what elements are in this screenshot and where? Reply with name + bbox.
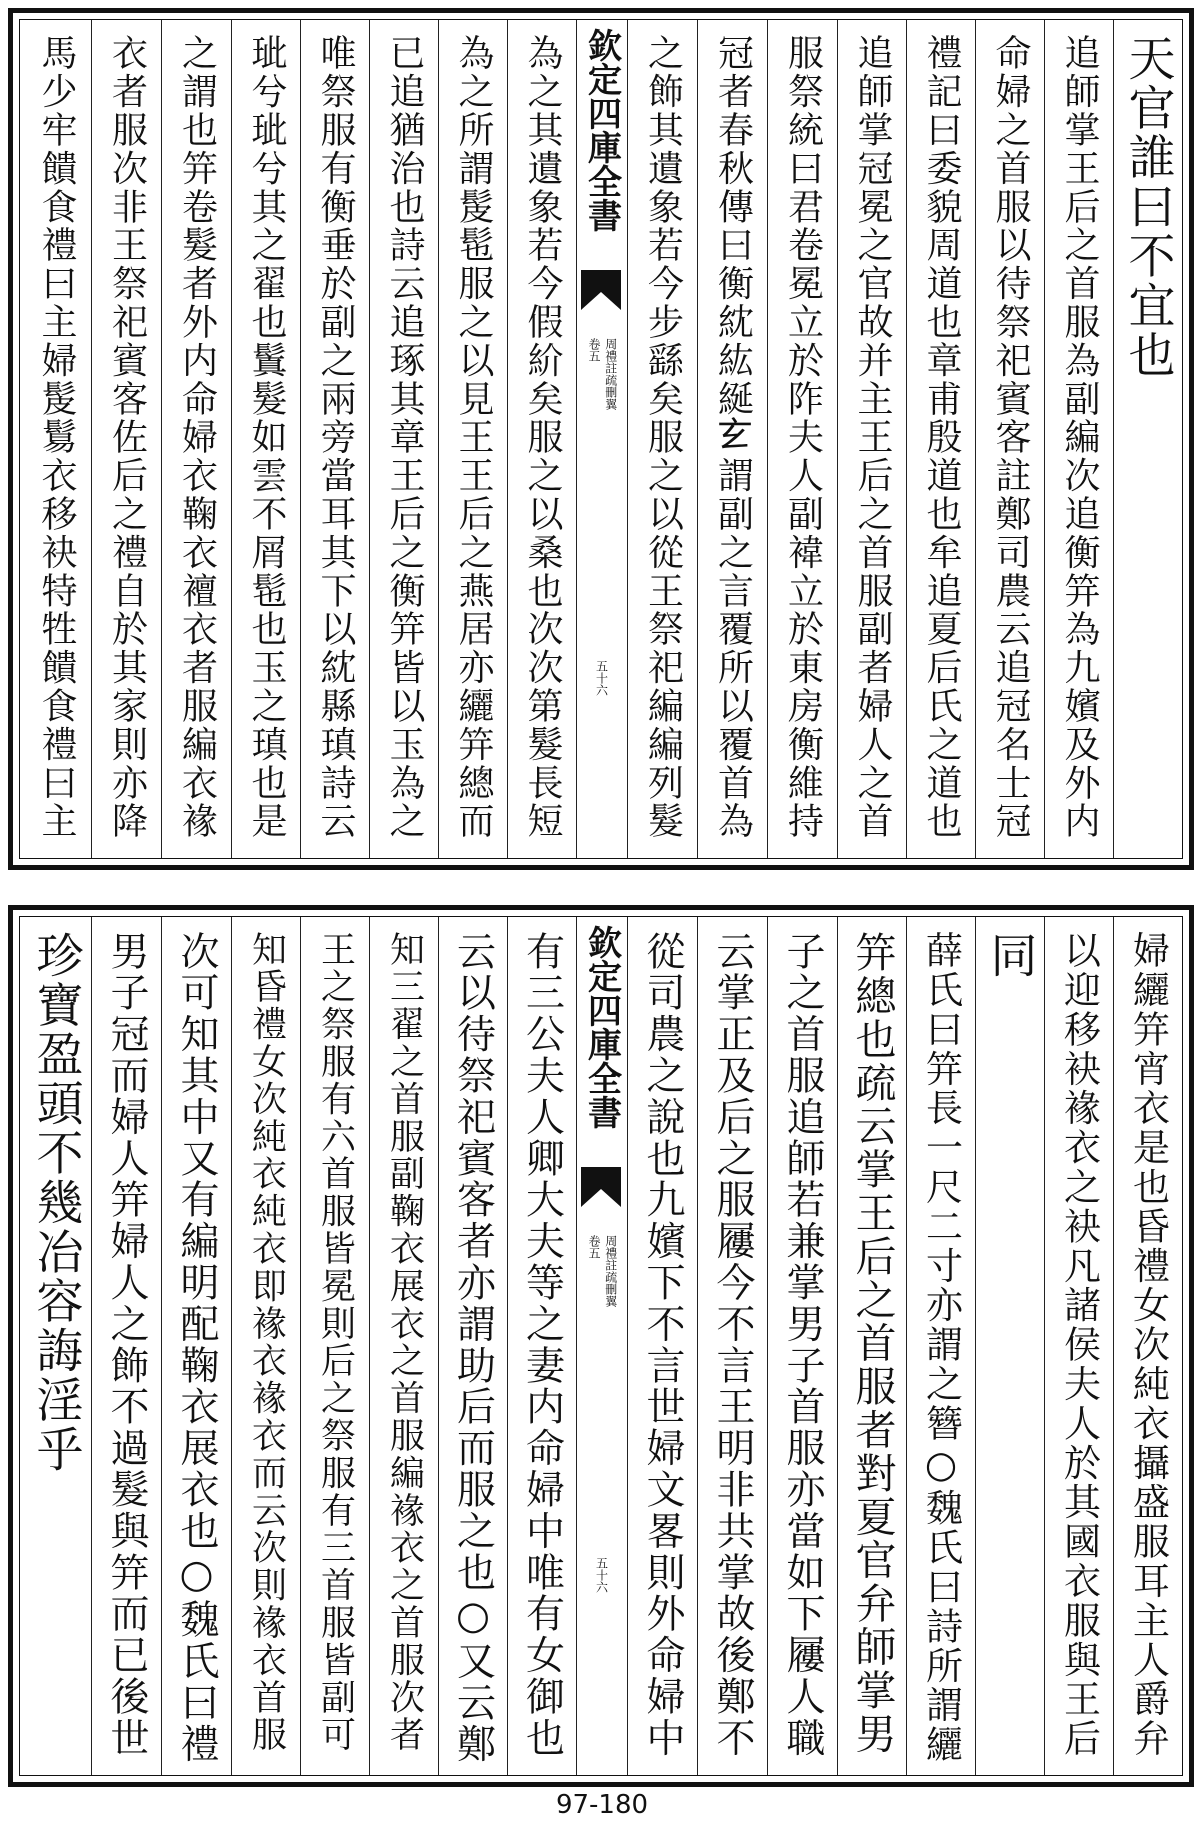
column-text: 知三翟之首服副鞠衣展衣之首服編褖衣之首服次者 (384, 931, 425, 1754)
column-text: 從司農之說也九嬪下不言世婦文畧則外命婦中 (640, 931, 685, 1759)
text-column (231, 917, 300, 1775)
text-column (906, 917, 975, 1775)
gutter-subtitle (585, 1235, 619, 1307)
fishtail-mark-icon (581, 270, 621, 310)
upper-page-frame (19, 19, 1183, 859)
gutter-title: 欽定四庫全書 (581, 925, 622, 1129)
text-column (837, 917, 906, 1775)
column-text: 薛氏曰笄長一尺二寸亦謂之簪○魏氏曰詩所謂纚 (919, 931, 963, 1765)
lower-page-frame (19, 916, 1183, 1776)
text-column (627, 20, 697, 858)
gutter-title: 欽定四庫全書 (581, 28, 622, 232)
column-text: 以迎移袂褖衣之袂凡諸侯夫人於其國衣服與王后 (1057, 931, 1101, 1759)
column-text: 子之首服追師若兼掌男子首服亦當如下屨人職 (780, 931, 825, 1759)
lower-page (8, 905, 1194, 1787)
column-text: 之飾其遺象若今步繇矣服之以從王祭祀編編列髮 (642, 34, 684, 841)
column-text: 已追猶治也詩云追琢其章王后之衡笄皆以玉為之 (384, 34, 425, 841)
column-text: 笄總也疏云掌王后之首服者對夏官弁師掌男 (848, 931, 897, 1756)
text-column (21, 20, 91, 858)
center-fold-gutter (576, 20, 627, 858)
text-column (1113, 20, 1182, 858)
text-column (906, 20, 975, 858)
text-column (300, 20, 369, 858)
text-column (1113, 917, 1182, 1775)
fishtail-mark-icon (581, 1167, 621, 1207)
column-text: 婦纚笄宵衣是也昏禮女次純衣攝盛服耳主人爵弁 (1126, 931, 1170, 1759)
upper-page-columns (20, 20, 1182, 858)
text-column (767, 917, 837, 1775)
text-column (438, 20, 507, 858)
column-text: 之謂也笄卷髮者外内命婦衣鞠衣襢衣者服編衣褖 (176, 34, 218, 841)
gutter-book-title: 周禮註疏刪翼 (603, 1235, 618, 1307)
column-text: 次可知其中又有編明配鞠衣展衣也○魏氏曰禮 (174, 931, 219, 1765)
text-column (507, 917, 576, 1775)
column-text: 服祭統曰君卷冕立於阼夫人副褘立於東房衡維持 (782, 34, 824, 841)
text-column (837, 20, 906, 858)
column-text: 云掌正及后之服屨今不言王明非共掌故後鄭不 (710, 931, 755, 1759)
column-text: 衣者服次非王祭祀賓客佐后之禮自於其家則亦降 (106, 34, 148, 841)
gutter-subtitle (585, 338, 619, 410)
column-text: 冠者春秋傳曰衡紞紘綖𤣥謂副之言覆所以覆首為 (712, 34, 754, 841)
column-text: 為之其遺象若今假紒矣服之以桑也次次第髮長短 (522, 34, 563, 841)
text-column (1044, 917, 1113, 1775)
column-text: 為之所謂髲髢服之以見王王后之燕居亦纚笄總而 (453, 34, 494, 841)
text-column (697, 917, 767, 1775)
column-text: 男子冠而婦人笄婦人之飾不過髮與笄而已後世 (104, 931, 149, 1759)
column-text: 禮記曰委貌周道也章甫殷道也牟追夏后氏之道也 (921, 34, 962, 841)
column-text: 王之祭服有六首服皆冕則后之祭服有三首服皆副可 (315, 931, 356, 1754)
column-text: 云以待祭祀賓客者亦謂助后而服之也○又云鄭 (450, 931, 496, 1765)
gutter-volume: 卷五 (587, 338, 601, 362)
gutter-book-title: 周禮註疏刪翼 (603, 338, 618, 410)
column-text: 唯祭服有衡垂於副之兩旁當耳其下以紞縣瑱詩云 (315, 34, 356, 841)
gutter-folio: 五十六 (594, 1557, 609, 1593)
column-text: 同 (982, 931, 1038, 981)
page-number: 97-180 (555, 1790, 649, 1820)
gutter-folio: 五十六 (594, 660, 609, 696)
lower-page-columns (20, 917, 1182, 1775)
text-column (975, 20, 1044, 858)
text-column (697, 20, 767, 858)
upper-page (8, 8, 1194, 870)
column-text: 追師掌王后之首服為副編次追衡笄為九嬪及外内 (1059, 34, 1100, 841)
text-column (369, 20, 438, 858)
text-column (161, 20, 231, 858)
text-column (627, 917, 697, 1775)
center-fold-gutter (576, 917, 627, 1775)
text-column (767, 20, 837, 858)
text-column (975, 917, 1044, 1775)
text-column (91, 917, 161, 1775)
column-text: 馬少牢饋食禮曰主婦髲鬄衣移袂特牲饋食禮曰主 (36, 34, 77, 841)
text-column (438, 917, 507, 1775)
column-text: 追師掌冠冕之官故并主王后之首服副者婦人之首 (852, 34, 893, 841)
text-column (231, 20, 300, 858)
text-column (1044, 20, 1113, 858)
column-text: 玼兮玼兮其之翟也鬒髮如雲不屑髢也玉之瑱也是 (246, 34, 287, 841)
column-text: 知昏禮女次純衣純衣即褖衣褖衣而云次則褖衣首服 (246, 931, 287, 1754)
text-column (300, 917, 369, 1775)
column-text: 命婦之首服以待祭祀賓客註鄭司農云追冠名士冠 (990, 34, 1031, 841)
column-text: 有三公夫人卿大夫等之妻内命婦中唯有女御也 (519, 931, 565, 1759)
column-text: 珍寶盈頭不幾冶容誨淫乎 (28, 931, 84, 1475)
text-column (507, 20, 576, 858)
text-column (91, 20, 161, 858)
gutter-volume: 卷五 (587, 1235, 601, 1259)
text-column (369, 917, 438, 1775)
text-column (21, 917, 91, 1775)
column-text: 天官誰曰不宜也 (1120, 34, 1176, 380)
text-column (161, 917, 231, 1775)
